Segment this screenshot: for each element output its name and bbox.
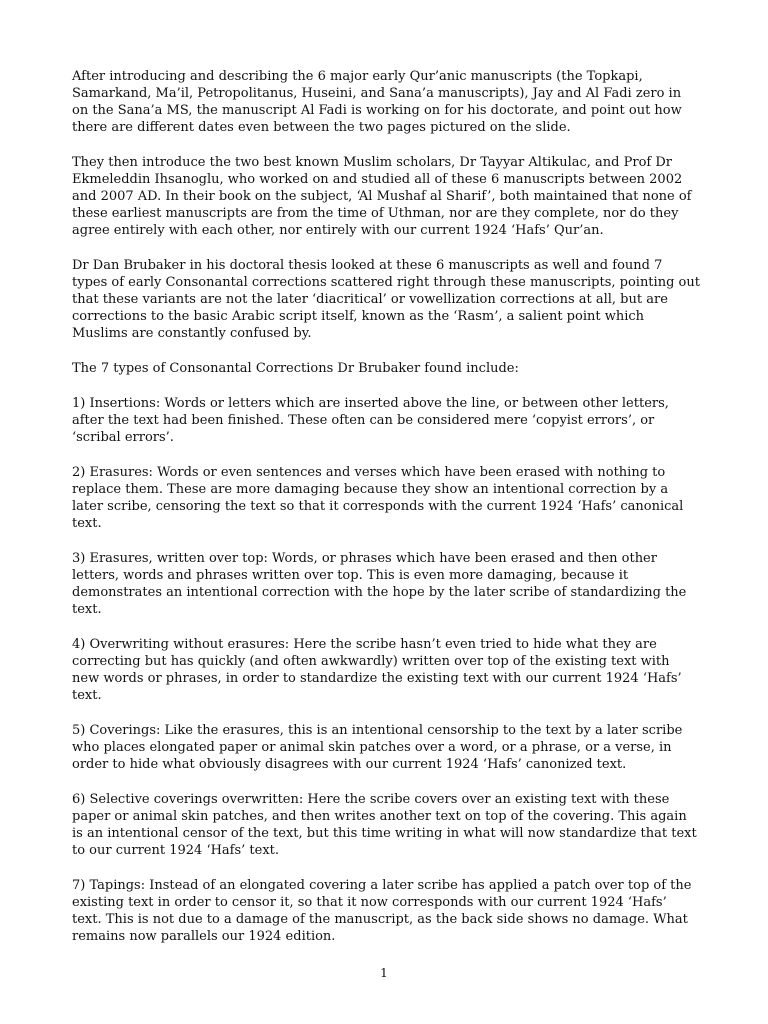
paragraph-scholars: They then introduce the two best known Muslim scholars, Dr Tayyar Altikulac, and Prof Dr Ekmeleddin Ihsanoglu, who worked on and studied all of these 6 manuscripts between 2002 and 2007 AD. In their book on the subject, ‘Al Mushaf al Sharif’, both maintained that none of these earliest manuscripts are from the time of Uthman, nor are they complete, nor do they agree entirely with each other, nor entirely with our current 1924 ‘Hafs’ Qur’an. xyxy=(72,155,692,238)
page-number: 1 xyxy=(380,966,388,980)
paragraph-intro: After introducing and describing the 6 major early Qur’anic manuscripts (the Topkapi, Samarkand, Ma’il, Petropolitanus, Huseini, and Sana’a manuscripts), Jay and Al Fadi zero in on the Sana’a MS, the manuscript Al Fadi is working on for his doctorate, and point out how there are different dates even between the two pages pictured on the slide. xyxy=(72,69,682,135)
paragraph-erasures-written-over: 3) Erasures, written over top: Words, or phrases which have been erased and then other letters, words and phrases written over top. This is even more damaging, because it demonstrates an intentional correction with the hope by the later scribe of standardizing the text. xyxy=(72,551,687,617)
paragraph-insertions: 1) Insertions: Words or letters which are inserted above the line, or between other letters, after the text had been finished. These often can be considered mere ‘copyist errors’, or ‘scribal errors’. xyxy=(72,396,669,445)
paragraph-types-intro: The 7 types of Consonantal Corrections Dr Brubaker found include: xyxy=(72,361,519,376)
paragraph-coverings: 5) Coverings: Like the erasures, this is an intentional censorship to the text by a later scribe who places elongated paper or animal skin patches over a word, or a phrase, or a verse, in order to hide what obviously disagrees with our current 1924 ‘Hafs’ canonized text. xyxy=(72,723,683,772)
paragraph-selective-coverings: 6) Selective coverings overwritten: Here the scribe covers over an existing text with these paper or animal skin patches, and then writes another text on top of the covering. This again is an intentional censor of the text, but this time writing in what will now standardize that text to our current 1924 ‘Hafs’ text. xyxy=(72,792,697,858)
paragraph-erasures: 2) Erasures: Words or even sentences and verses which have been erased with nothing to replace them. These are more damaging because they show an intentional correction by a later scribe, censoring the text so that it corresponds with the current 1924 ‘Hafs’ canonical text. xyxy=(72,465,684,531)
paragraph-brubaker: Dr Dan Brubaker in his doctoral thesis looked at these 6 manuscripts as well and found 7 types of early Consonantal corrections scattered right through these manuscripts, pointing out that these variants are not the later ‘diacritical’ or vowellization corrections at all, but are corrections to the basic Arabic script itself, known as the ‘Rasm’, a salient point which Muslims are constantly confused by. xyxy=(72,258,700,341)
paragraph-overwriting: 4) Overwriting without erasures: Here the scribe hasn’t even tried to hide what they are correcting but has quickly (and often awkwardly) written over top of the existing text with new words or phrases, in order to standardize the existing text with our current 1924 ‘Hafs’ text. xyxy=(72,637,682,703)
document-body xyxy=(72,68,700,963)
paragraph-tapings: 7) Tapings: Instead of an elongated covering a later scribe has applied a patch over top of the existing text in order to censor it, so that it now corresponds with our current 1924 ‘Hafs’ text. This is not due to a damage of the manuscript, as the back side shows no damage. What remains now parallels our 1924 edition. xyxy=(72,878,692,944)
